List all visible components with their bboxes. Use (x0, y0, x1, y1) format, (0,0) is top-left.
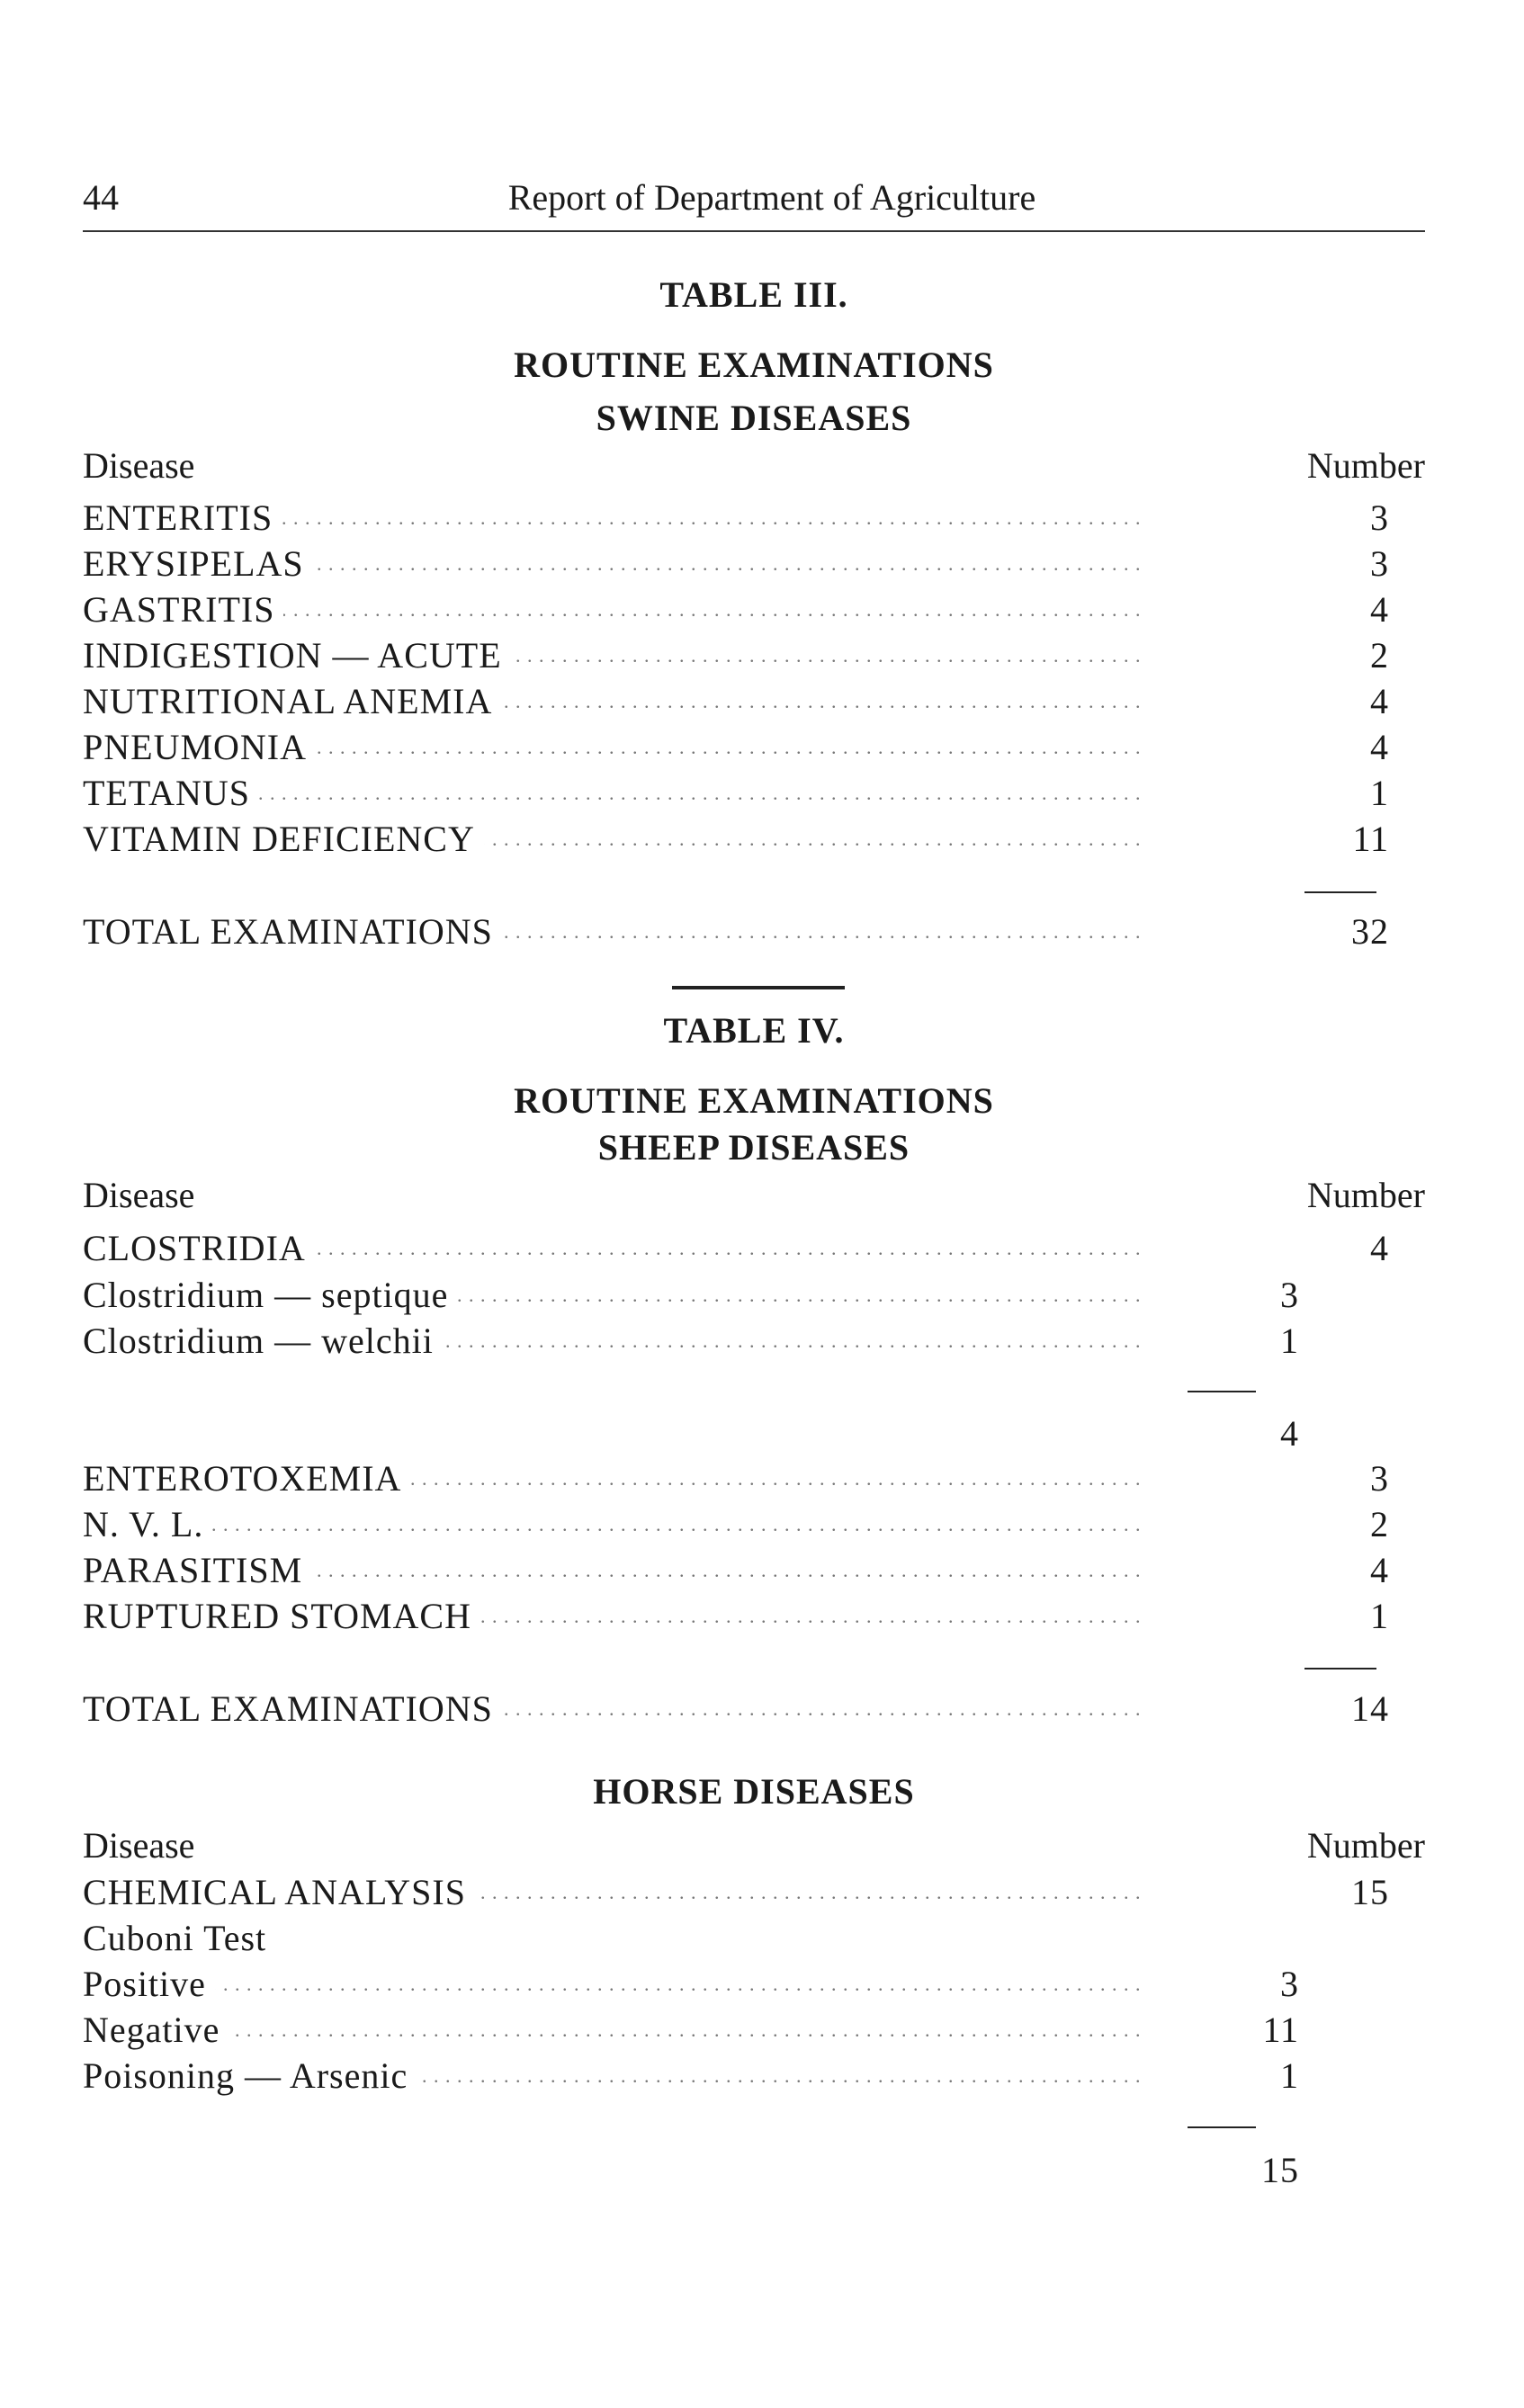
table-row: . . . ENTERITIS 3 (83, 497, 1425, 542)
sub-row: . . . Clostridium — septique 3 (83, 1274, 1425, 1319)
table-4-heading: ROUTINE EXAMINATIONS (514, 1080, 994, 1121)
cuboni-test-label-row: Cuboni Test (83, 1917, 1425, 1962)
disease-column-header: Disease (83, 445, 195, 486)
table-4-title: TABLE IV. (663, 1010, 845, 1051)
sub-row: . . . Positive 3 (83, 1963, 1425, 2008)
number-column-header: Number (1306, 445, 1425, 486)
number-column-header: Number (1306, 1825, 1425, 1866)
horse-column-headers (83, 1824, 1425, 1867)
table-row: . . . ENTEROTOXEMIA 3 (83, 1457, 1425, 1502)
table-4-subheading: SHEEP DISEASES (597, 1127, 910, 1168)
table-4-column-headers (83, 1174, 1425, 1217)
disease-column-header: Disease (83, 1825, 195, 1866)
table-row: . . . VITAMIN DEFICIENCY 11 (83, 818, 1425, 863)
number-column-header: Number (1306, 1175, 1425, 1215)
table-row: . . . ERYSIPELAS 3 (83, 542, 1425, 587)
sub-sum-rule (1188, 1391, 1256, 1392)
running-head (83, 176, 1425, 221)
subtotal-row: 4 (1280, 1413, 1299, 1454)
running-title: Report of Department of Agriculture (507, 177, 1036, 218)
table-row: . . . N. V. L. 2 (83, 1503, 1425, 1548)
sum-rule (1304, 891, 1376, 893)
page-number: 44 (83, 177, 119, 218)
header-rule (83, 230, 1425, 232)
horse-diseases-heading: HORSE DISEASES (593, 1771, 915, 1812)
total-row: . . . TOTAL EXAMINATIONS 14 (83, 1687, 1425, 1732)
sub-row: . . . Poisoning — Arsenic 1 (83, 2054, 1425, 2099)
table-3-heading: ROUTINE EXAMINATIONS (514, 345, 994, 385)
table-3-subheading: SWINE DISEASES (596, 398, 912, 438)
table-3-title: TABLE III. (659, 274, 848, 315)
subtotal-row: 15 (1261, 2150, 1299, 2190)
table-row: . . . CHEMICAL ANALYSIS 15 (83, 1871, 1425, 1916)
sub-row: . . . Negative 11 (83, 2009, 1425, 2054)
table-row: . . . PNEUMONIA 4 (83, 726, 1425, 771)
table-row: . . . RUPTURED STOMACH 1 (83, 1595, 1425, 1640)
sub-sum-rule (1188, 2126, 1256, 2128)
table-row: . . . TETANUS 1 (83, 772, 1425, 817)
table-3-column-headers (83, 444, 1425, 488)
sum-rule (1304, 1668, 1376, 1669)
table-row: . . . CLOSTRIDIA 4 (83, 1227, 1425, 1272)
table-row: . . . NUTRITIONAL ANEMIA 4 (83, 680, 1425, 725)
table-row: . . . GASTRITIS 4 (83, 588, 1425, 633)
table-row: . . . INDIGESTION — ACUTE 2 (83, 634, 1425, 679)
table-row: . . . PARASITISM 4 (83, 1549, 1425, 1594)
total-row: . . . TOTAL EXAMINATIONS 32 (83, 910, 1425, 955)
section-divider (672, 986, 845, 989)
disease-column-header: Disease (83, 1175, 195, 1215)
sub-row: . . . Clostridium — welchii 1 (83, 1320, 1425, 1365)
